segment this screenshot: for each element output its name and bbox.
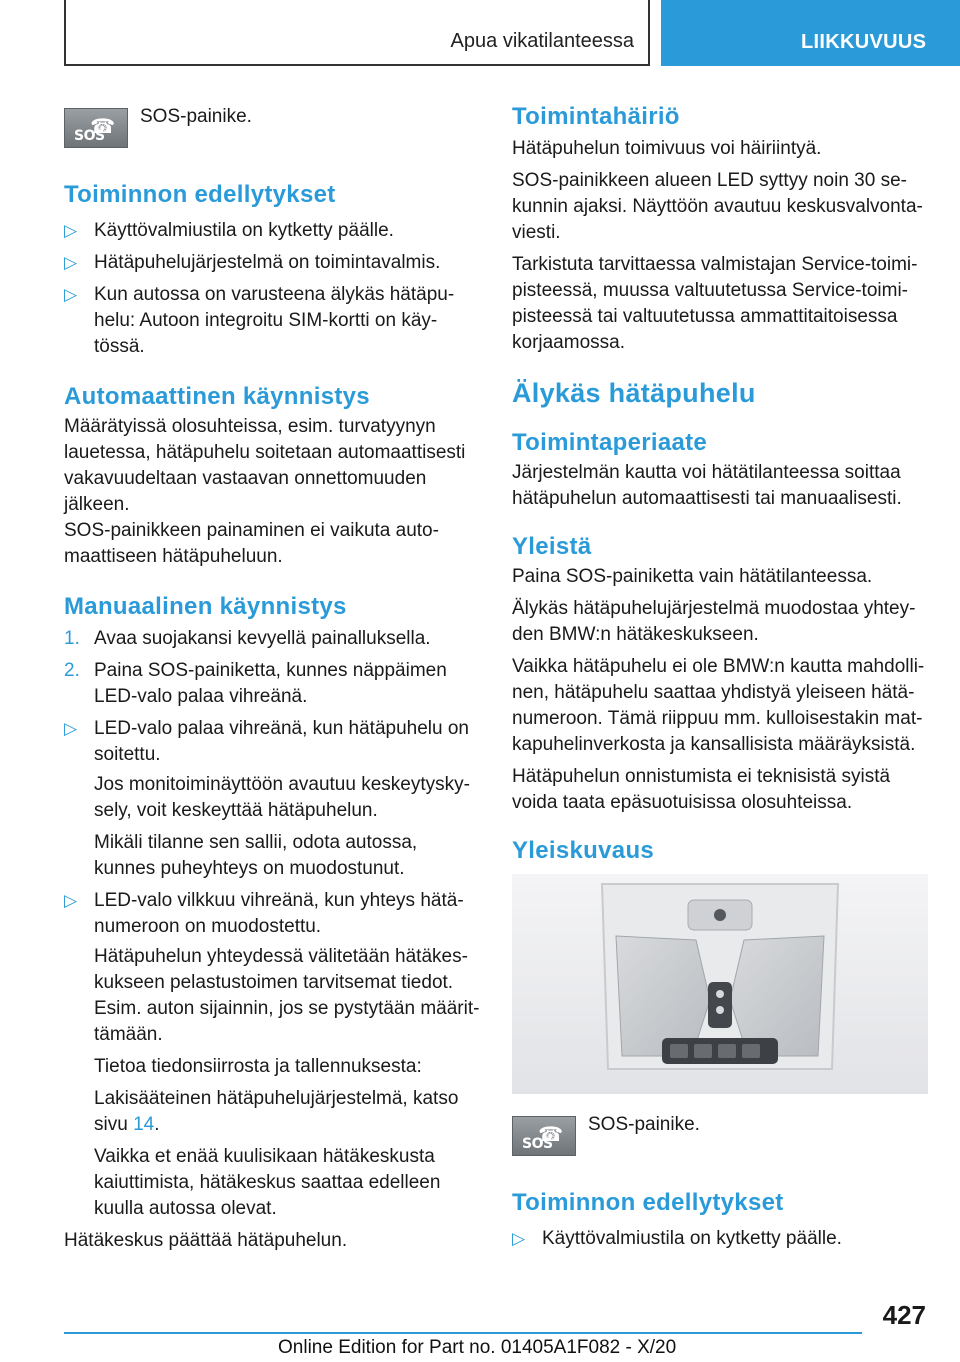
- sos-button-caption: SOS-painike.: [140, 106, 252, 127]
- sos-button-icon: ☎ SOS: [512, 1116, 576, 1156]
- list-item: ▷ Kun autossa on varusteena älykäs hätäpuhelu: Autoon integroitu SIM-kortti on käytössä.: [64, 282, 480, 360]
- sos-button-icon: ☎ SOS: [64, 108, 128, 148]
- phone-icon: ☎: [538, 1124, 563, 1146]
- paragraph: Mikäli tilanne sen sallii, odota autossa, kunnes puheyhteys on muodostunut.: [94, 832, 418, 879]
- heading-manual-start: Manuaalinen käynnistys: [64, 593, 347, 620]
- list-item: ▷ LED-valo vilkkuu vihreänä, kun yhteys hätänumeroon on muodostettu.: [64, 888, 480, 940]
- left-column: [64, 96, 480, 1260]
- paragraph: Hätäpuhelun onnistumista ei teknisistä syistä voida taata epäsuotuisissa olosuhteissa.: [512, 766, 891, 813]
- page-reference-link[interactable]: 14: [133, 1114, 155, 1135]
- section-tab-label: LIIKKUVUUS: [801, 31, 927, 53]
- list-item: ▷ Käyttövalmiustila on kytketty päälle.: [512, 1226, 928, 1252]
- list-item: 1. Avaa suojakansi kevyellä painalluksella.: [64, 628, 431, 649]
- footer-divider: [64, 1332, 862, 1334]
- paragraph: Määrätyissä olosuhteissa, esim. turvatyynyn lauetessa, hätäpuhelu soitetaan automaattisesti vakavuudeltaan vastaavan onnettomuuden jälkeen.: [64, 416, 466, 515]
- section-tab: [661, 0, 960, 66]
- triangle-bullet-icon: ▷: [512, 1229, 526, 1248]
- paragraph: Älykäs hätäpuhelujärjestelmä muodostaa yhteyden BMW:n hätäkeskukseen.: [512, 598, 916, 645]
- sos-button-caption: SOS-painike.: [588, 1114, 700, 1135]
- overhead-console-photo: [512, 874, 928, 1094]
- triangle-bullet-icon: ▷: [64, 285, 78, 304]
- paragraph: Vaikka et enää kuulisikaan hätäkeskusta kaiuttimista, hätäkeskus saattaa edelleen kuulla autossa olevat.: [94, 1146, 441, 1219]
- paragraph: SOS-painikkeen alueen LED syttyy noin 30 sekunnin ajaksi. Näyttöön avautuu keskusvalvontaviesti.: [512, 170, 923, 243]
- sos-button-legend: [512, 1116, 928, 1156]
- paragraph: Tarkistuta tarvittaessa valmistajan Service-toimipisteessä, muussa valtuutetussa Service-toimipisteessä tai valtuutetussa ammattitaitoisessa korjaamossa.: [512, 254, 918, 353]
- list-item: ▷ Hätäpuhelujärjestelmä on toimintavalmis.: [64, 250, 480, 276]
- heading-general: Yleistä: [512, 533, 592, 560]
- running-header: [64, 0, 650, 66]
- heading-prerequisites: Toiminnon edellytykset: [64, 181, 336, 208]
- paragraph: Järjestelmän kautta voi hätätilanteessa soittaa hätäpuhelun automaattisesti tai manuaalisesti.: [512, 462, 902, 509]
- list-item: ▷ LED-valo palaa vihreänä, kun hätäpuhelu on soitettu.: [64, 716, 480, 768]
- page-number: 427: [882, 1300, 926, 1330]
- heading-malfunction: Toimintahäiriö: [512, 103, 680, 130]
- edition-footer: Online Edition for Part no. 01405A1F082 - X/20: [278, 1337, 677, 1358]
- triangle-bullet-icon: ▷: [64, 253, 78, 272]
- heading-automatic-start: Automaattinen käynnistys: [64, 383, 370, 410]
- phone-icon: ☎: [90, 116, 115, 138]
- right-column: [512, 96, 928, 1258]
- paragraph: Jos monitoiminäyttöön avautuu keskeytyskysely, voit keskeyttää hätäpuhelun.: [94, 774, 470, 821]
- sos-button-legend: [64, 108, 480, 148]
- paragraph: Paina SOS-painiketta vain hätätilanteessa.: [512, 566, 873, 587]
- paragraph: Tietoa tiedonsiirrosta ja tallennuksesta:: [94, 1056, 422, 1077]
- list-item: 2. Paina SOS-painiketta, kunnes näppäimen LED-valo palaa vihreänä.: [64, 660, 447, 707]
- heading-overview: Yleiskuvaus: [512, 837, 655, 864]
- overhead-console-illustration: [512, 874, 928, 1094]
- paragraph: Hätäpuhelun toimivuus voi häiriintyä.: [512, 138, 822, 159]
- paragraph: Hätäpuhelun yhteydessä välitetään hätäkeskukseen pelastustoimen tarvitsemat tiedot. Esim. auton sijainnin, jos se pystytään määrittämään.: [94, 946, 480, 1045]
- triangle-bullet-icon: ▷: [64, 221, 78, 240]
- paragraph-with-link: Lakisääteinen hätäpuhelujärjestelmä, katso sivu 14.: [94, 1088, 459, 1135]
- paragraph: Hätäkeskus päättää hätäpuhelun.: [64, 1230, 348, 1251]
- chapter-title: Apua vikatilanteessa: [450, 30, 634, 52]
- heading-operating-principle: Toimintaperiaate: [512, 429, 708, 456]
- triangle-bullet-icon: ▷: [64, 719, 78, 738]
- triangle-bullet-icon: ▷: [64, 891, 78, 910]
- heading-intelligent-emergency-call: Älykäs hätäpuhelu: [512, 378, 756, 408]
- paragraph: SOS-painikkeen painaminen ei vaikuta automaattiseen hätäpuheluun.: [64, 520, 439, 567]
- list-item: ▷ Käyttövalmiustila on kytketty päälle.: [64, 218, 480, 244]
- paragraph: Vaikka hätäpuhelu ei ole BMW:n kautta mahdollinen, hätäpuhelu saattaa yhdistyä yleiseen hätänumeroon. Tämä riippuu mm. kulloisestakin matkapuhelinverkosta ja kansallisista määräyksistä.: [512, 656, 925, 755]
- heading-prerequisites: Toiminnon edellytykset: [512, 1189, 784, 1216]
